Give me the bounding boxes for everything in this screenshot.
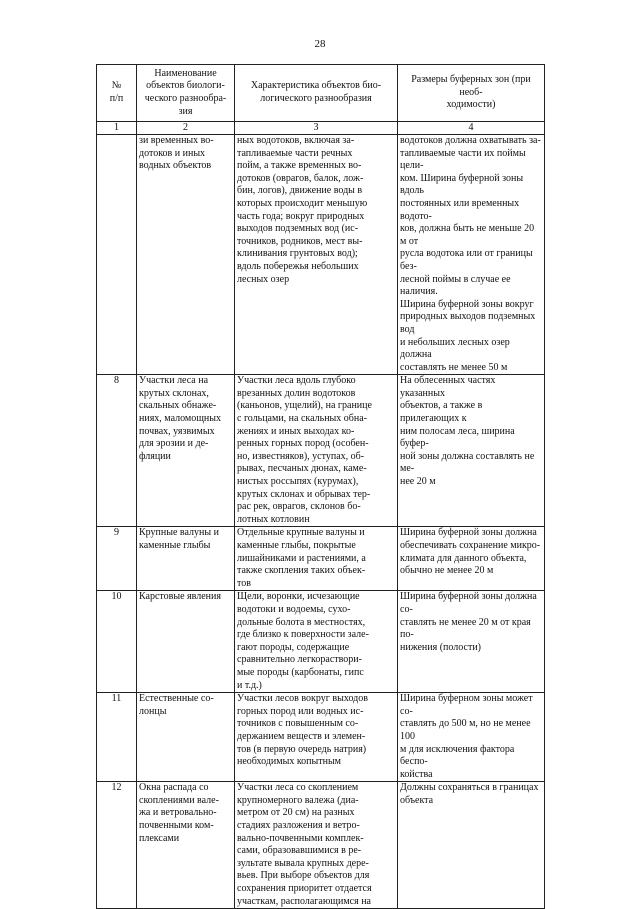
header-buffer-zone: Размеры буферных зон (при необ- ходимости)	[398, 65, 545, 122]
row-object-name: Естественные со- лонцы	[137, 693, 235, 782]
row-characteristic: ных водотоков, включая за- тапливаемые части речных пойм, а также временных во- дотоков (оврагов, балок, лож- бин, логов), движение воды в которых происходит меньшую часть года; вокруг природных выходов подземных вод (ис- точников, родников, мест вы- клинивания грунтовых вод); вдоль побережья небольших лесных озер	[235, 135, 398, 375]
table-row	[97, 693, 545, 782]
table-row	[97, 591, 545, 693]
row-characteristic: Участки леса вдоль глубоко врезанных долин водотоков (каньонов, ущелий), на границе с гольцами, на скальных обна- жениях и иных выходах ко- ренных горных пород (особен- но, известняков), уступах, об- рывах, песчаных дюнах, каме- нистых россыпях (курумах), крутых склонах и обрывах тер- рас рек, оврагов, склонов бо- лотных котловин	[235, 375, 398, 527]
column-numbers-row	[97, 122, 545, 135]
table-row	[97, 135, 545, 375]
row-characteristic: Отдельные крупные валуны и каменные глыбы, покрытые лишайниками и растениями, а также скопления таких объек- тов	[235, 527, 398, 591]
column-number: 4	[398, 122, 545, 135]
row-number: 11	[97, 693, 137, 782]
row-object-name: Карстовые явления	[137, 591, 235, 693]
row-number	[97, 135, 137, 375]
table-header-row	[97, 65, 545, 122]
table-row	[97, 375, 545, 527]
row-characteristic: Участки леса со скоплением крупномерного валежа (диа- метром от 20 см) на разных стадиях разложения и ветро- вально-почвенными комплек- сами, образовавшимися в ре- зультате вывала крупных дере- вьев. При выборе объектов для сохранения приоритет отдается участкам, располагающимся на	[235, 782, 398, 909]
header-object-name: Наименование объектов биологи- ческого разнообра- зия	[137, 65, 235, 122]
row-buffer-zone: Ширина буферной зоны должна со- ставлять не менее 20 м от края по- нижения (полости)	[398, 591, 545, 693]
column-number: 3	[235, 122, 398, 135]
row-number: 10	[97, 591, 137, 693]
column-number: 1	[97, 122, 137, 135]
biodiversity-objects-table	[96, 64, 545, 909]
row-number: 8	[97, 375, 137, 527]
row-characteristic: Участки лесов вокруг выходов горных пород или водных ис- точников с повышенным со- держанием веществ и элемен- тов (в первую очередь натрия) необходимых копытным	[235, 693, 398, 782]
row-buffer-zone: Ширина буферной зоны должна обеспечивать сохранение микро- климата для данного объекта, обычно не менее 20 м	[398, 527, 545, 591]
table-row	[97, 782, 545, 909]
row-number: 9	[97, 527, 137, 591]
row-object-name: Крупные валуны и каменные глыбы	[137, 527, 235, 591]
row-characteristic: Щели, воронки, исчезающие водотоки и водоемы, сухо- дольные болота в местностях, где близко к поверхности зале- гают породы, содержащие сравнительно легкораствори- мые породы (карбонаты, гипс и т.д.)	[235, 591, 398, 693]
row-number: 12	[97, 782, 137, 909]
row-object-name: зи временных во- дотоков и иных водных объектов	[137, 135, 235, 375]
column-number: 2	[137, 122, 235, 135]
header-characteristic: Характеристика объектов био- логического разнообразия	[235, 65, 398, 122]
page-number: 28	[314, 38, 326, 50]
table-row	[97, 527, 545, 591]
row-buffer-zone: Должны сохраняться в границах объекта	[398, 782, 545, 909]
row-object-name: Окна распада со скоплениями вале- жа и ветровально- почвенными ком- плексами	[137, 782, 235, 909]
row-buffer-zone: На облесенных частях указанных объектов, а также в прилегающих к ним полосам леса, ширина буфер- ной зоны должна составлять не ме- нее 20 м	[398, 375, 545, 527]
row-buffer-zone: Ширина буферном зоны может со- ставлять до 500 м, но не менее 100 м для исключения фактора беспо- койства	[398, 693, 545, 782]
row-buffer-zone: водотоков должна охватывать за- тапливаемые части их поймы цели- ком. Ширина буферной зоны вдоль постоянных или временных водото- ков, должна быть не меньше 20 м от русла водотока или от границы без- лесной поймы в случае ее наличия. Ширина буферной зоны вокруг природных выходов подземных вод и небольших лесных озер должна составлять не менее 50 м	[398, 135, 545, 375]
header-number: № п/п	[97, 65, 137, 122]
row-object-name: Участки леса на крутых склонах, скальных обнаже- ниях, маломощных почвах, уязвимых для эрозии и де- фляции	[137, 375, 235, 527]
